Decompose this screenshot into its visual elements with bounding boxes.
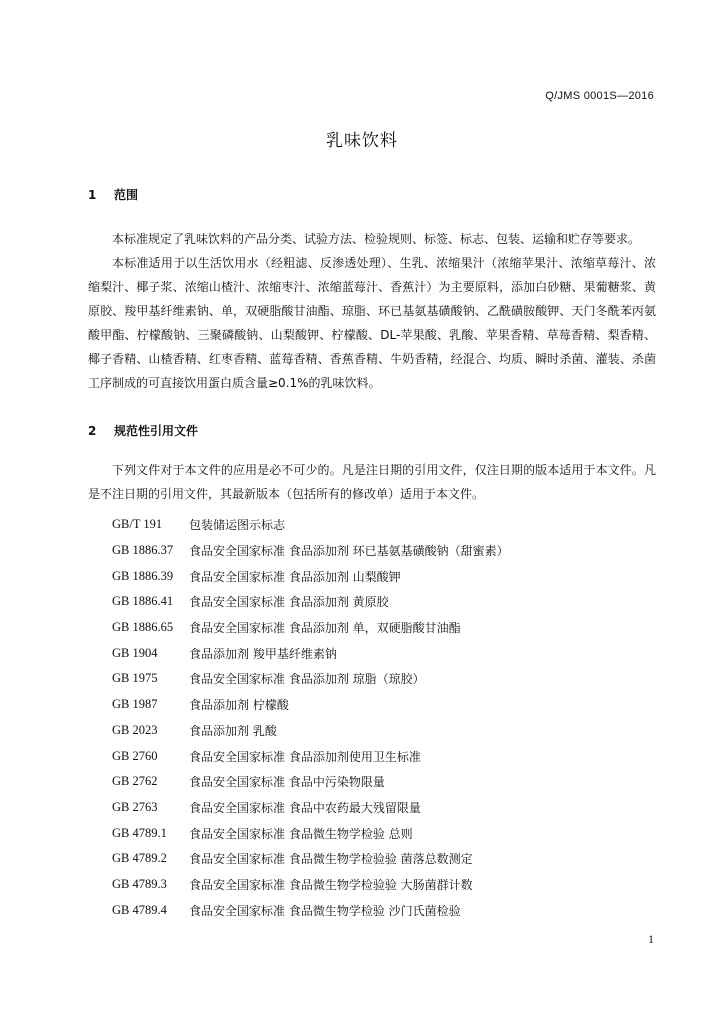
reference-title: 食品安全国家标准 食品添加剂 环已基氨基磺酸钠（甜蜜素） [189,544,509,559]
reference-title: 食品添加剂 乳酸 [189,723,277,738]
reference-list [112,512,652,923]
reference-code: GB 2023 [112,722,158,737]
reference-code: GB 4789.1 [112,825,167,840]
section-heading-normative-references [88,422,198,439]
reference-item [112,589,652,615]
scope-paragraph-1: 本标准规定了乳味饮料的产品分类、试验方法、检验规则、标签、标志、包装、运输和贮存等要求。 [112,232,641,246]
reference-item [112,897,652,923]
reference-item [112,743,652,769]
reference-code: GB 1987 [112,697,158,712]
reference-item [112,538,652,564]
reference-code: GB/T 191 [112,517,163,532]
reference-title: 食品安全国家标准 食品中农药最大残留限量 [189,800,421,815]
reference-title: 食品添加剂 羧甲基纤维素钠 [189,646,337,661]
reference-item [112,692,652,718]
reference-item [112,615,652,641]
reference-code: GB 1886.37 [112,543,174,558]
reference-title: 食品安全国家标准 食品添加剂使用卫生标准 [189,749,421,764]
reference-code: GB 4789.4 [112,902,167,917]
reference-code: GB 4789.3 [112,876,167,891]
reference-code: GB 2762 [112,774,158,789]
reference-item [112,872,652,898]
reference-title: 食品安全国家标准 食品中污染物限量 [189,775,385,790]
standard-code: Q/JMS 0001S—2016 [545,90,654,102]
reference-title: 食品安全国家标准 食品添加剂 山梨酸钾 [189,569,401,584]
reference-code: GB 1975 [112,671,158,686]
reference-title: 食品安全国家标准 食品微生物学检验验 大肠菌群计数 [189,877,473,892]
reference-item [112,795,652,821]
reference-title: 食品安全国家标准 食品微生物学检验 沙门氏菌检验 [189,903,461,918]
scope-paragraph-2: 本标准适用于以生活饮用水（经粗滤、反渗透处理）、生乳、浓缩果汁（浓缩苹果汁、浓缩草莓汁、浓缩梨汁、椰子浆、浓缩山楂汁、浓缩枣汁、浓缩蓝莓汁、香蕉汁）为主要原料，添加白砂糖、果葡糖浆、黄原胶、羧甲基纤维素钠、单，双硬脂酸甘油酯、琼脂、环已基氨基磺酸钠、乙酰磺胺酸钾、天门冬酰苯丙氨酸甲酯、柠檬酸钠、三聚磷酸钠、山梨酸钾、柠檬酸、DL-苹果酸、乳酸、苹果香精、草莓香精、梨香精、椰子香精、山楂香精、红枣香精、蓝莓香精、香蕉香精、牛奶香精，经混合、均质、瞬时杀菌、灌装、杀菌工序制成的可直接饮用蛋白质含量≥0.1%的乳味饮料。 [88,256,656,390]
document-title: 乳味饮料 [326,131,398,151]
reference-title: 包装储运图示标志 [189,518,286,533]
reference-code: GB 4789.2 [112,851,167,866]
reference-title: 食品安全国家标准 食品添加剂 黄原胶 [189,595,389,610]
reference-code: GB 1886.39 [112,568,174,583]
section-heading-scope [88,186,138,203]
reference-item [112,820,652,846]
reference-code: GB 1886.65 [112,620,174,635]
reference-item [112,846,652,872]
reference-item [112,512,652,538]
reference-item [112,666,652,692]
references-intro-paragraph: 下列文件对于本文件的应用是必不可少的。凡是注日期的引用文件，仅注日期的版本适用于本文件。凡是不注日期的引用文件，其最新版本（包括所有的修改单）适用于本文件。 [88,463,656,501]
reference-item [112,640,652,666]
section-number: 1 [88,188,97,202]
reference-title: 食品添加剂 柠檬酸 [189,698,289,713]
reference-code: GB 2763 [112,799,158,814]
reference-title: 食品安全国家标准 食品添加剂 单，双硬脂酸甘油酯 [189,621,461,636]
reference-code: GB 1886.41 [112,594,174,609]
reference-item [112,718,652,744]
section-title: 规范性引用文件 [114,424,199,438]
reference-item [112,563,652,589]
section-title: 范围 [114,188,139,202]
page-number: 1 [648,932,654,946]
reference-code: GB 1904 [112,645,158,660]
reference-item [112,769,652,795]
reference-title: 食品安全国家标准 食品微生物学检验验 菌落总数测定 [189,852,473,867]
section-number: 2 [88,424,97,438]
reference-title: 食品安全国家标准 食品添加剂 琼脂（琼胶） [189,672,425,687]
reference-title: 食品安全国家标准 食品微生物学检验 总则 [189,826,413,841]
reference-code: GB 2760 [112,748,158,763]
